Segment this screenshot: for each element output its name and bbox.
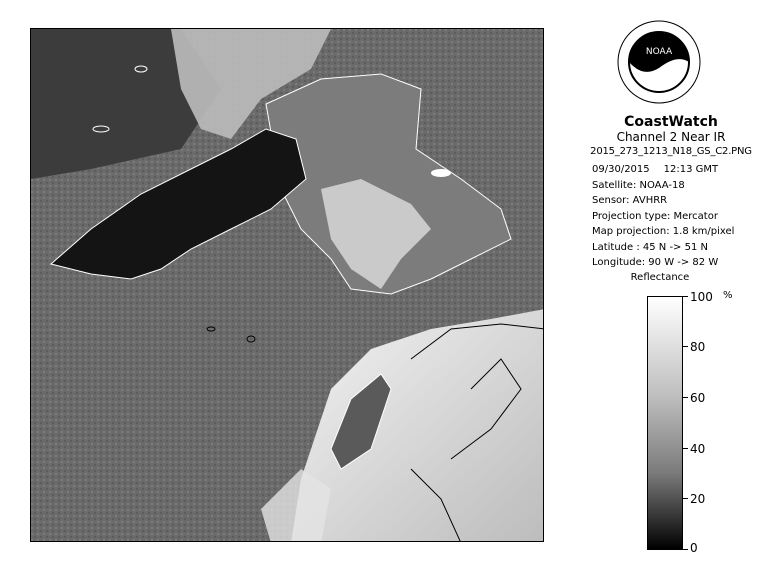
page-title: CoastWatch (624, 114, 718, 130)
colorbar-tick-label: 100 (690, 290, 713, 304)
colorbar-tick-label: 0 (690, 541, 698, 555)
projection-type-value: Projection type: Mercator (592, 210, 718, 222)
colorbar-tick (683, 397, 688, 398)
colorbar-tick (683, 346, 688, 347)
noaa-logo (617, 20, 701, 104)
colorbar-tick-label: 40 (690, 442, 706, 456)
svg-text:NOAA: NOAA (645, 47, 673, 57)
colorbar-tick-label: 80 (690, 340, 706, 354)
channel-label: Channel 2 Near IR (616, 130, 726, 144)
longitude-value: Longitude: 90 W -> 82 W (592, 257, 719, 268)
datetime-line (592, 162, 734, 178)
colorbar-tick (683, 498, 688, 499)
filename-label: 2015_273_1213_N18_GS_C2.PNG (590, 146, 752, 157)
colorbar (647, 296, 683, 550)
satellite-image (31, 29, 544, 542)
satellite-map (30, 28, 544, 542)
metadata-block (592, 162, 734, 271)
colorbar-tick (683, 448, 688, 449)
date-value: 09/30/2015 (592, 164, 650, 175)
colorbar-tick (683, 549, 688, 550)
inland-lake (431, 169, 451, 177)
colorbar-tick-label: 60 (690, 391, 706, 405)
colorbar-label: Reflectance (630, 272, 690, 283)
colorbar-tick-label: 20 (690, 492, 706, 506)
latitude-value: Latitude : 45 N -> 51 N (592, 241, 708, 253)
time-value: 12:13 GMT (663, 164, 719, 175)
satellite-value: Satellite: NOAA-18 (592, 179, 685, 191)
colorbar-unit: % (723, 290, 733, 301)
map-projection-value: Map projection: 1.8 km/pixel (592, 226, 735, 237)
sensor-value: Sensor: AVHRR (592, 195, 668, 206)
colorbar-tick (683, 296, 688, 297)
